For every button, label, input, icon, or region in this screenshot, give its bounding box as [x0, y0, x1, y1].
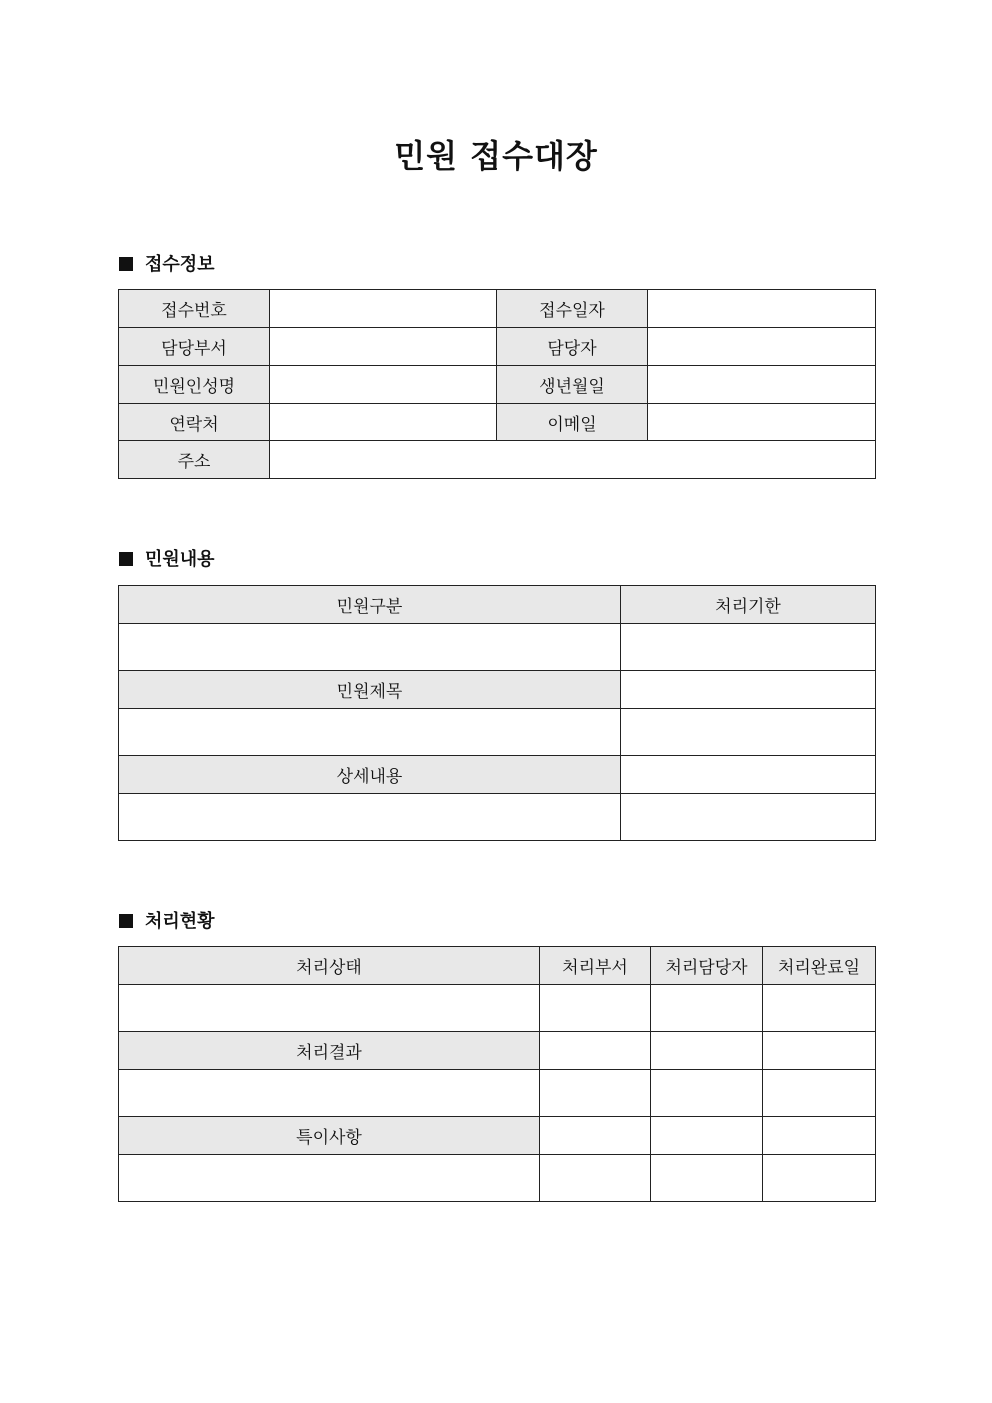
applicant-name-field[interactable]	[270, 366, 497, 404]
department-field[interactable]	[270, 328, 497, 366]
section-heading-status	[119, 910, 215, 934]
officer-label: 담당자	[497, 328, 648, 366]
category-label: 민원구분	[119, 586, 621, 624]
content-input-row	[119, 709, 876, 756]
email-field[interactable]	[648, 404, 876, 441]
result-date-field-2[interactable]	[763, 1070, 876, 1117]
address-field[interactable]	[270, 441, 876, 479]
processing-dept-label: 처리부서	[540, 947, 651, 985]
subject-label: 민원제목	[119, 671, 621, 709]
complaint-content-table	[118, 585, 876, 841]
status-header-row	[119, 947, 876, 985]
result-dept-field[interactable]	[540, 1032, 651, 1070]
square-bullet-icon	[119, 257, 133, 271]
status-header-row	[119, 1032, 876, 1070]
receipt-no-label: 접수번호	[119, 290, 270, 328]
content-input-row	[119, 624, 876, 671]
birth-date-field[interactable]	[648, 366, 876, 404]
receipt-row	[119, 366, 876, 404]
processing-officer-field[interactable]	[651, 985, 763, 1032]
result-officer-field[interactable]	[651, 1032, 763, 1070]
email-label: 이메일	[497, 404, 648, 441]
processing-dept-field[interactable]	[540, 985, 651, 1032]
section-heading-receipt	[119, 253, 215, 277]
result-officer-field-2[interactable]	[651, 1070, 763, 1117]
receipt-info-table	[118, 289, 876, 479]
status-input-row	[119, 1070, 876, 1117]
remarks-label: 특이사항	[119, 1117, 540, 1155]
remarks-date-field-2[interactable]	[763, 1155, 876, 1202]
state-field[interactable]	[119, 985, 540, 1032]
status-header-row	[119, 1117, 876, 1155]
applicant-name-label: 민원인성명	[119, 366, 270, 404]
content-header-row	[119, 756, 876, 794]
address-label: 주소	[119, 441, 270, 479]
details-label: 상세내용	[119, 756, 621, 794]
done-date-field[interactable]	[763, 985, 876, 1032]
details-side-field-2[interactable]	[621, 794, 876, 841]
state-label: 처리상태	[119, 947, 540, 985]
square-bullet-icon	[119, 914, 133, 928]
details-field[interactable]	[119, 794, 621, 841]
content-header-row	[119, 586, 876, 624]
done-date-label: 처리완료일	[763, 947, 876, 985]
subject-field[interactable]	[119, 709, 621, 756]
section-heading-content-text: 민원내용	[145, 549, 215, 570]
subject-side-field-2[interactable]	[621, 709, 876, 756]
officer-field[interactable]	[648, 328, 876, 366]
content-input-row	[119, 794, 876, 841]
contact-label: 연락처	[119, 404, 270, 441]
processing-status-table	[118, 946, 876, 1202]
receipt-date-label: 접수일자	[497, 290, 648, 328]
receipt-no-field[interactable]	[270, 290, 497, 328]
result-dept-field-2[interactable]	[540, 1070, 651, 1117]
deadline-field[interactable]	[621, 624, 876, 671]
content-header-row	[119, 671, 876, 709]
remarks-officer-field[interactable]	[651, 1117, 763, 1155]
square-bullet-icon	[119, 552, 133, 566]
section-heading-status-text: 처리현황	[145, 911, 215, 932]
receipt-row	[119, 290, 876, 328]
department-label: 담당부서	[119, 328, 270, 366]
status-input-row	[119, 1155, 876, 1202]
result-field[interactable]	[119, 1070, 540, 1117]
remarks-date-field[interactable]	[763, 1117, 876, 1155]
receipt-row	[119, 404, 876, 441]
result-date-field[interactable]	[763, 1032, 876, 1070]
result-label: 처리결과	[119, 1032, 540, 1070]
contact-field[interactable]	[270, 404, 497, 441]
processing-officer-label: 처리담당자	[651, 947, 763, 985]
receipt-date-field[interactable]	[648, 290, 876, 328]
receipt-row	[119, 328, 876, 366]
details-side-field[interactable]	[621, 756, 876, 794]
section-heading-content	[119, 548, 215, 572]
remarks-dept-field-2[interactable]	[540, 1155, 651, 1202]
subject-side-field[interactable]	[621, 671, 876, 709]
category-field[interactable]	[119, 624, 621, 671]
document-title: 민원 접수대장	[394, 137, 598, 175]
deadline-label: 처리기한	[621, 586, 876, 624]
remarks-dept-field[interactable]	[540, 1117, 651, 1155]
section-heading-receipt-text: 접수정보	[145, 254, 215, 275]
remarks-officer-field-2[interactable]	[651, 1155, 763, 1202]
receipt-row	[119, 441, 876, 479]
birth-date-label: 생년월일	[497, 366, 648, 404]
status-input-row	[119, 985, 876, 1032]
remarks-field[interactable]	[119, 1155, 540, 1202]
